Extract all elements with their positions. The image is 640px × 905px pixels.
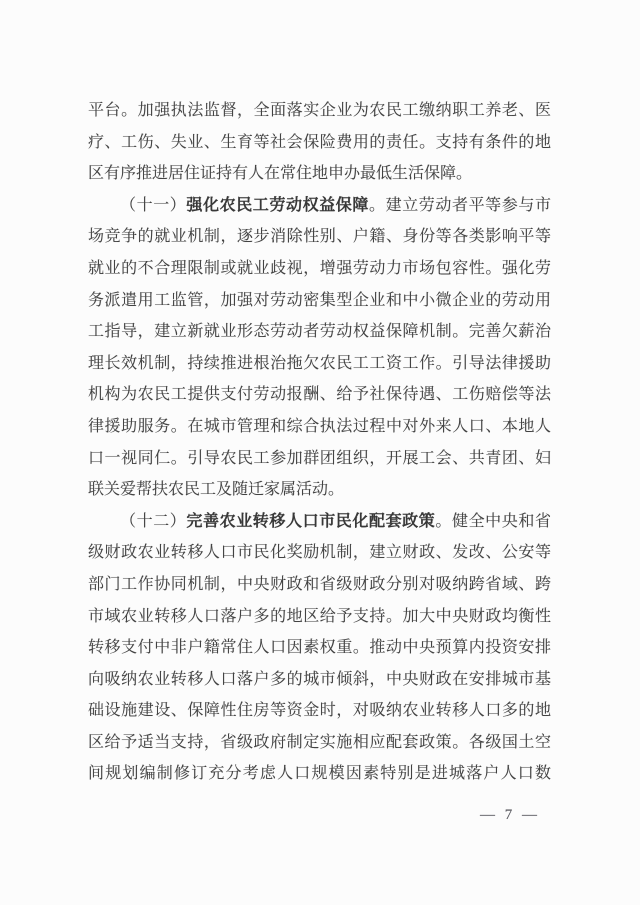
text-line xyxy=(88,158,551,190)
body-text: 平台。加强执法监督，全面落实企业为农民工缴纳职工养老、医 xyxy=(88,102,551,119)
text-line xyxy=(88,348,551,380)
document-text xyxy=(88,95,551,790)
body-text: 级财政农业转移人口市民化奖励机制，建立财政、发改、公安等 xyxy=(88,544,551,562)
text-line xyxy=(88,95,551,127)
text-line xyxy=(88,474,551,506)
body-text: 场竞争的就业机制，逐步消除性别、户籍、身份等各类影响平等 xyxy=(88,228,551,246)
body-text: 区给予适当支持，省级政府制定实施相应配套政策。各级国土空 xyxy=(88,733,551,751)
text-line xyxy=(88,664,551,696)
body-text: 联关爱帮扶农民工及随迁家属活动。 xyxy=(88,481,345,499)
section-heading: 完善农业转移人口市民化配套政策 xyxy=(186,512,436,530)
text-line xyxy=(88,253,551,285)
body-text: 区有序推进居住证持有人在常住地申办最低生活保障。 xyxy=(88,165,473,183)
text-line xyxy=(88,443,551,475)
text-line xyxy=(88,695,551,727)
body-text: 部门工作协同机制，中央财政和省级财政分别对吸纳跨省域、跨 xyxy=(88,575,551,593)
text-line xyxy=(88,285,551,317)
text-line xyxy=(88,727,551,759)
text-line xyxy=(88,190,551,222)
body-text: 。建立劳动者平等参与市 xyxy=(369,196,551,214)
text-line xyxy=(88,379,551,411)
body-text: 口一视同仁。引导农民工参加群团组织，开展工会、共青团、妇 xyxy=(88,449,551,467)
body-text: 理长效机制，持续推进根治拖欠农民工工资工作。引导法律援助 xyxy=(88,354,551,372)
page-number: — 7 — xyxy=(480,807,540,823)
text-line xyxy=(88,632,551,664)
body-text: （十二） xyxy=(120,512,187,530)
text-line xyxy=(88,601,551,633)
text-line xyxy=(88,316,551,348)
body-text: 间规划编制修订充分考虑人口规模因素特别是进城落户人口数 xyxy=(88,765,551,783)
body-text: 疗、工伤、失业、生育等社会保险费用的责任。支持有条件的地 xyxy=(88,133,551,151)
text-line xyxy=(88,221,551,253)
body-text: 础设施建设、保障性住房等资金时，对吸纳农业转移人口多的地 xyxy=(88,702,551,720)
text-line xyxy=(88,127,551,159)
text-line xyxy=(88,506,551,538)
body-text: 务派遣用工监管，加强对劳动密集型企业和中小微企业的劳动用 xyxy=(88,291,551,309)
body-text: 律援助服务。在城市管理和综合执法过程中对外来人口、本地人 xyxy=(88,417,551,435)
body-text: 向吸纳农业转移人口落户多的城市倾斜，中央财政在安排城市基 xyxy=(88,670,551,688)
section-heading: 强化农民工劳动权益保障 xyxy=(186,196,369,214)
body-text: 。健全中央和省 xyxy=(435,512,551,530)
para-section-11 xyxy=(88,190,551,506)
body-text: 市域农业转移人口落户多的地区给予支持。加大中央财政均衡性 xyxy=(88,607,551,625)
body-text: 工指导，建立新就业形态劳动者劳动权益保障机制。完善欠薪治 xyxy=(88,323,551,341)
text-line xyxy=(88,758,551,790)
body-text: 就业的不合理限制或就业歧视，增强劳动力市场包容性。强化劳 xyxy=(88,259,551,277)
text-line xyxy=(88,537,551,569)
para-continuation xyxy=(88,95,551,190)
text-line xyxy=(88,411,551,443)
para-section-12 xyxy=(88,506,551,790)
text-line xyxy=(88,569,551,601)
body-text: 机构为农民工提供支付劳动报酬、给予社保待遇、工伤赔偿等法 xyxy=(88,386,551,404)
body-text: （十一） xyxy=(120,196,187,214)
body-text: 转移支付中非户籍常住人口因素权重。推动中央预算内投资安排 xyxy=(88,639,551,657)
